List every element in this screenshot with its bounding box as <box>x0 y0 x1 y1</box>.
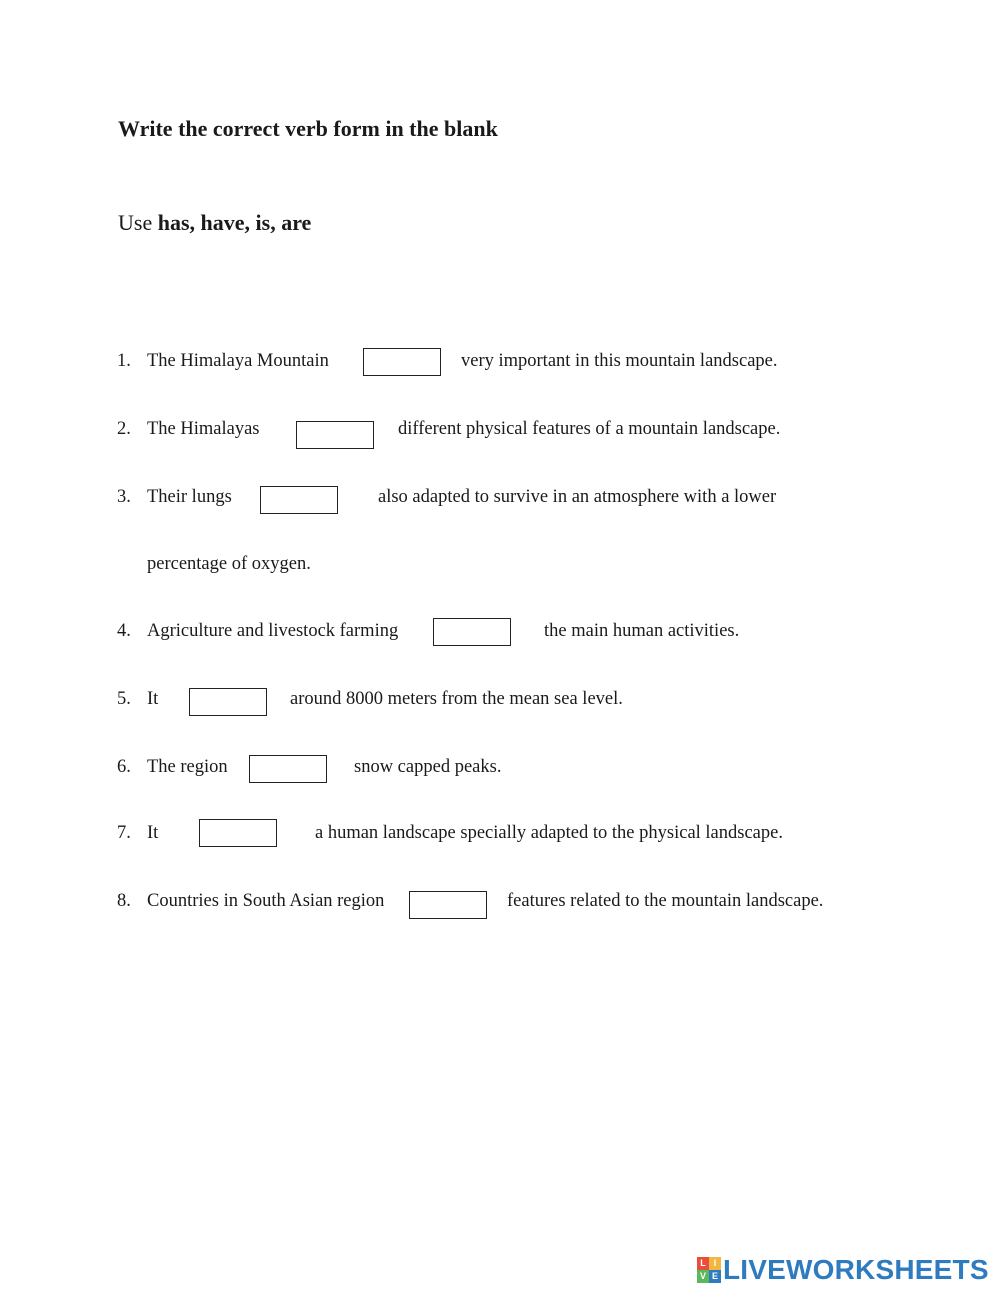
question-text-after: the main human activities. <box>544 621 740 641</box>
question-text-before: The Himalaya Mountain <box>147 351 329 371</box>
answer-blank[interactable] <box>409 891 487 919</box>
question-number: 2. <box>117 419 131 439</box>
question-text-after: also adapted to survive in an atmosphere with a lower <box>378 487 777 507</box>
logo-letter: V <box>697 1270 709 1283</box>
logo-letter: I <box>709 1257 721 1270</box>
question-number: 6. <box>117 757 131 777</box>
question-text-after: different physical features of a mountain landscape. <box>398 419 781 439</box>
answer-blank[interactable] <box>189 688 267 716</box>
question-text-before: The region <box>147 757 228 777</box>
worksheet-title: Write the correct verb form in the blank <box>118 116 498 141</box>
logo-text: LIVEWORKSHEETS <box>723 1254 989 1285</box>
answer-blank[interactable] <box>199 819 277 847</box>
question-text-after: features related to the mountain landscape. <box>507 891 824 911</box>
question-text-before: Their lungs <box>147 487 232 507</box>
liveworksheets-logo <box>697 1255 989 1285</box>
logo-mark-icon <box>697 1257 721 1283</box>
answer-blank[interactable] <box>296 421 374 449</box>
answer-blank[interactable] <box>363 348 441 376</box>
question-number: 8. <box>117 891 131 911</box>
instruction <box>118 210 311 236</box>
question-text-after: a human landscape specially adapted to the physical landscape. <box>315 823 783 843</box>
question-text-after: around 8000 meters from the mean sea level. <box>290 689 623 709</box>
instruction-verbs: has, have, is, are <box>157 210 312 235</box>
instruction-prefix: Use <box>118 210 158 235</box>
logo-letter: L <box>697 1257 709 1270</box>
question-text-before: It <box>147 823 159 843</box>
question-text-before: The Himalayas <box>147 419 260 439</box>
answer-blank[interactable] <box>260 486 338 514</box>
logo-letter: E <box>709 1270 721 1283</box>
question-text-after: snow capped peaks. <box>354 757 502 777</box>
question-number: 5. <box>117 689 131 709</box>
answer-blank[interactable] <box>433 618 511 646</box>
question-text-before: Countries in South Asian region <box>147 891 385 911</box>
question-number: 1. <box>117 351 131 371</box>
answer-blank[interactable] <box>249 755 327 783</box>
question-number: 7. <box>117 823 131 843</box>
question-text-continuation: percentage of oxygen. <box>147 554 311 574</box>
question-text-before: It <box>147 689 159 709</box>
question-text-before: Agriculture and livestock farming <box>147 621 399 641</box>
question-number: 3. <box>117 487 131 507</box>
question-text-after: very important in this mountain landscape. <box>461 351 778 371</box>
question-number: 4. <box>117 621 131 641</box>
